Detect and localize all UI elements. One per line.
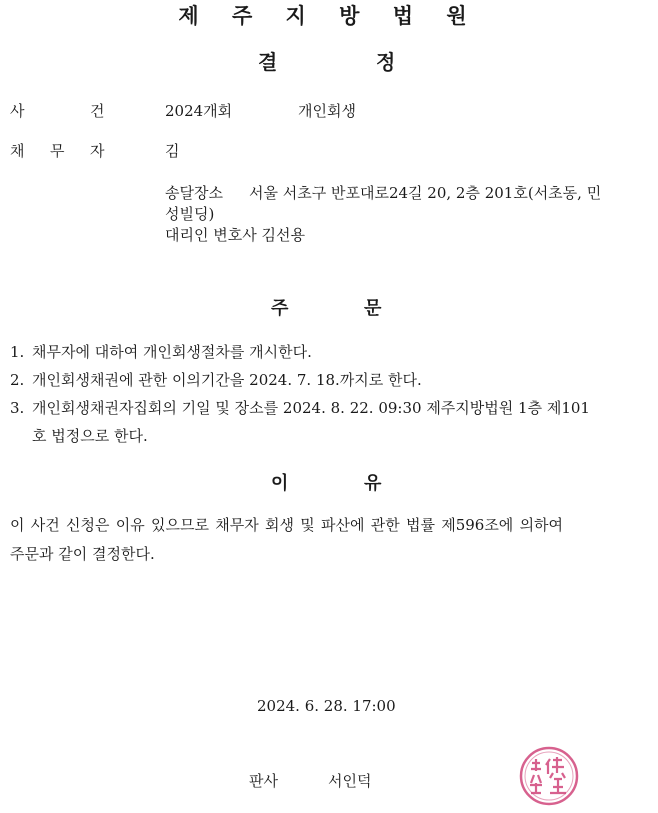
order-item-number: 1. [10, 343, 25, 361]
order-item-text: 채무자에 대하여 개인회생절차를 개시한다. [32, 343, 312, 361]
service-address-line2: 성빌딩) [165, 205, 215, 223]
order-heading-char-2: 문 [364, 298, 382, 319]
case-number: 2024개회 [165, 102, 233, 120]
order-item-3-continuation: 호 법정으로 한다. [32, 427, 148, 445]
order-item-number: 2. [10, 371, 25, 389]
order-heading-char-1: 주 [271, 298, 289, 319]
debtor-label-char-3: 자 [90, 142, 105, 160]
service-address-label: 송달장소 [165, 184, 223, 202]
document-title [258, 46, 396, 75]
case-label-char-2: 건 [90, 102, 105, 120]
case-type: 개인회생 [298, 102, 356, 120]
reason-heading-char-2: 유 [364, 473, 382, 494]
reason-text-line1: 이 사건 신청은 이유 있으므로 채무자 회생 및 파산에 관한 법률 제596조에 의하여 [10, 516, 564, 534]
order-item-3 [10, 394, 648, 422]
reason-text-line2: 주문과 같이 결정한다. [10, 545, 155, 563]
court-name: 제 주 지 방 법 원 [178, 4, 480, 28]
court-seal-icon [518, 745, 580, 807]
order-item-2 [10, 366, 648, 394]
debtor-agent: 대리인 변호사 김선용 [165, 226, 305, 244]
document-title-left: 결 [258, 50, 278, 74]
order-item-number: 3. [10, 399, 25, 417]
order-item-text: 개인회생채권자집회의 기일 및 장소를 2024. 8. 22. 09:30 제주지방법원 1층 제101 [32, 399, 590, 417]
judge-title: 판사 [249, 772, 278, 790]
debtor-name: 김 [165, 142, 180, 160]
judge-name: 서인덕 [328, 772, 372, 790]
debtor-label-char-2: 무 [50, 142, 65, 160]
document-title-right: 정 [376, 50, 396, 74]
order-item-1 [10, 338, 648, 366]
decision-date: 2024. 6. 28. 17:00 [257, 697, 396, 715]
case-label-char-1: 사 [10, 102, 25, 120]
order-item-text: 개인회생채권에 관한 이의기간을 2024. 7. 18.까지로 한다. [32, 371, 422, 389]
reason-heading-char-1: 이 [271, 473, 289, 494]
debtor-label-char-1: 채 [10, 142, 25, 160]
service-address-line1: 서울 서초구 반포대로24길 20, 2층 201호(서초동, 민 [249, 184, 602, 202]
